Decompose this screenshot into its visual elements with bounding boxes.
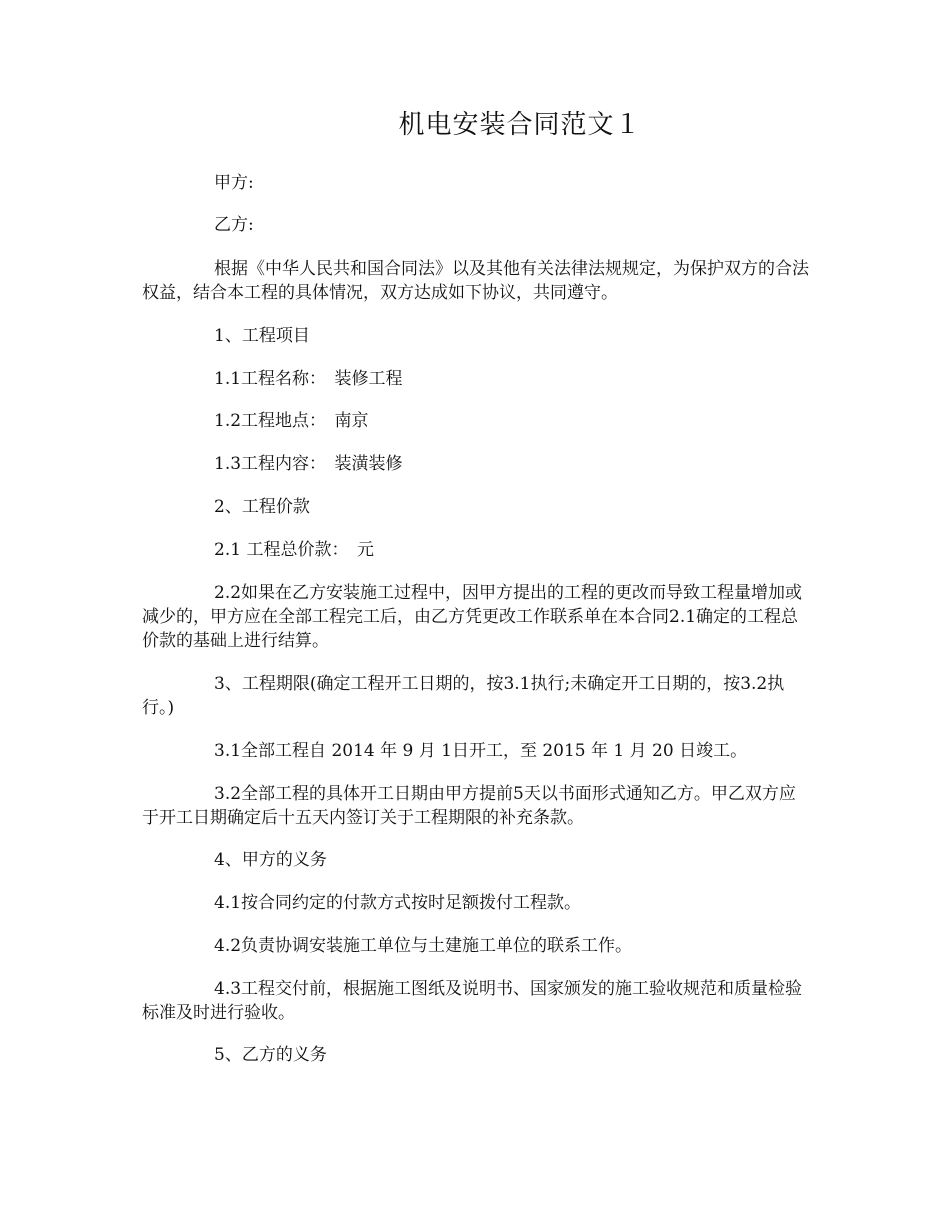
clause-1-1: 1.1工程名称： 装修工程	[214, 369, 403, 389]
clause-4-1: 4.1按合同约定的付款方式按时足额拨付工程款。	[214, 893, 582, 913]
clause-1-3: 1.3工程内容： 装潢装修	[214, 454, 403, 474]
section-5-heading: 5、乙方的义务	[214, 1045, 327, 1065]
section-3-heading: 3、工程期限(确定工程开工日期的，按3.1执行;未确定开工日期的，按3.2执行。)	[142, 674, 785, 718]
party-a-line: 甲方:	[214, 173, 254, 193]
clause-2-2: 2.2如果在乙方安装施工过程中，因甲方提出的工程的更改而导致工程量增加或减少的，甲方应在全部工程完工后，由乙方凭更改工作联系单在本合同2.1确定的工程总价款的基础上进行结算。	[142, 583, 803, 651]
document-title: 机电安装合同范文１	[398, 110, 642, 140]
clause-3-2: 3.2全部工程的具体开工日期由甲方提前5天以书面形式通知乙方。甲乙双方应于开工日期确定后十五天内签订关于工程期限的补充条款。	[142, 784, 796, 828]
section-4-heading: 4、甲方的义务	[214, 850, 327, 870]
clause-4-2: 4.2负责协调安装施工单位与土建施工单位的联系工作。	[214, 936, 633, 956]
clause-1-2: 1.2工程地点： 南京	[214, 411, 369, 431]
preamble-paragraph: 根据《中华人民共和国合同法》以及其他有关法律法规规定，为保护双方的合法权益，结合本工程的具体情况，双方达成如下协议，共同遵守。	[142, 259, 809, 303]
party-b-line: 乙方:	[214, 215, 254, 235]
clause-2-1: 2.1 工程总价款： 元	[214, 540, 374, 560]
section-1-heading: 1、工程项目	[214, 326, 310, 346]
section-2-heading: 2、工程价款	[214, 497, 310, 517]
clause-3-1: 3.1全部工程自 2014 年 9 月 1日开工，至 2015 年 1 月 20 日竣工。	[214, 741, 748, 761]
clause-4-3: 4.3工程交付前，根据施工图纸及说明书、国家颁发的施工验收规范和质量检验标准及时进行验收。	[142, 979, 803, 1023]
